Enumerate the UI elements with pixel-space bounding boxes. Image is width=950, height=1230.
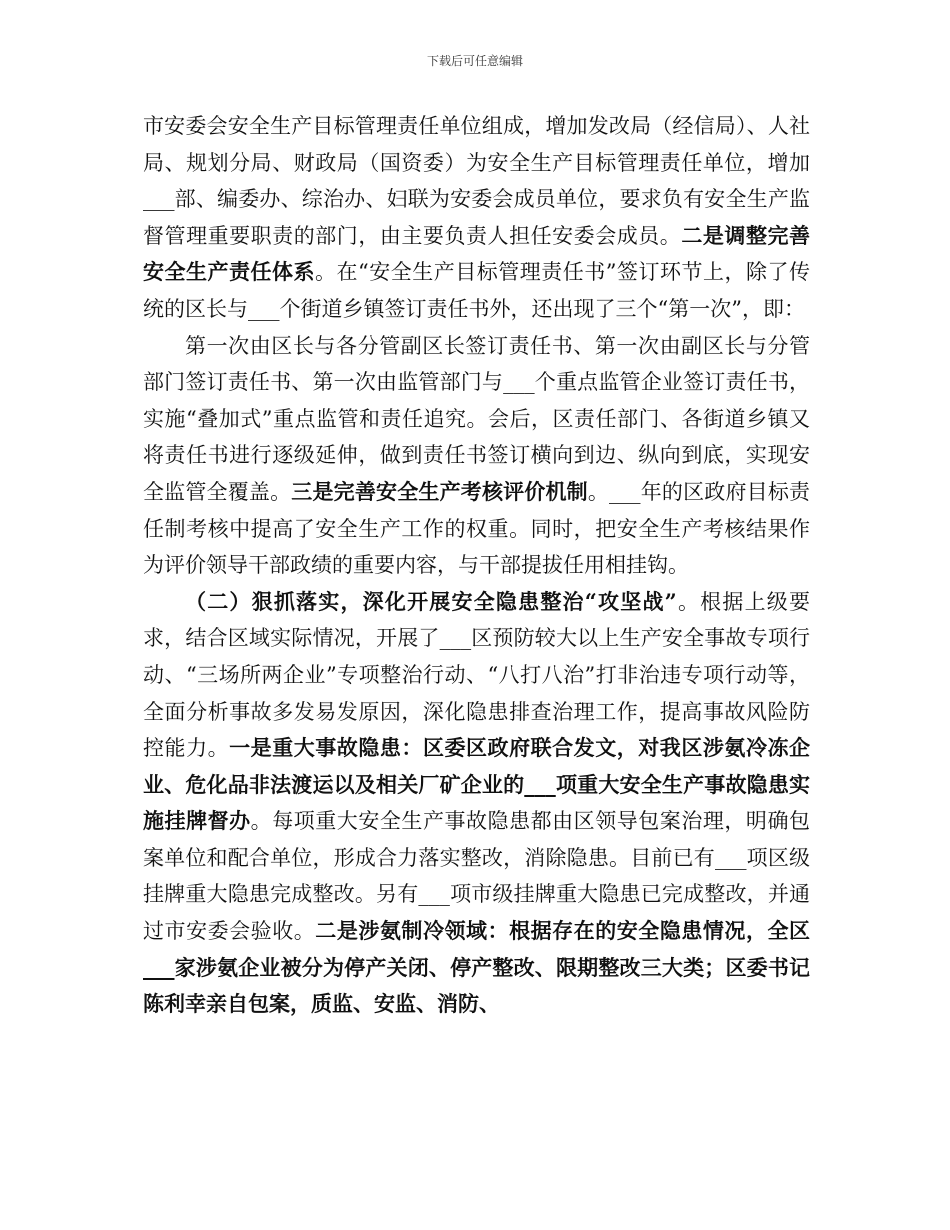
text-run: 。根据上级要求，结合区域实际情况，开展了___区预防较大以上生产安全事故专项行动、“三场所两企业”专项整治行动、“八打八治”打非治违专项行动等，全面分析事故多发易发原因，深化隐患排查治理工作，提高事故风险防控能力。 [143, 589, 810, 761]
text-run: 。每项重大安全生产事故隐患都由区领导包案治理，明确包案单位和配合单位，形成合力落实整改，消除隐患。目前已有___项区级挂牌重大隐患完成整改。另有___项市级挂牌重大隐患已完成整改，并通过市安委会验收。 [143, 809, 811, 944]
text-run: 。在“安全生产目标管理责任书”签订环节上，除了传统的区长与___个街道乡镇签订责任书外，还出现了三个“第一次”，即： [143, 260, 810, 321]
bold-heading-2: 二是调整完善安全生产责任体系 [143, 222, 811, 285]
page-header: 下载后可任意编辑 [426, 54, 523, 68]
text-run: 市安委会安全生产目标管理责任单位组成，增加发改局（经信局）、人社局、规划分局、财政局（国资委）为安全生产目标管理责任单位，增加___部、编委办、综治办、妇联为安委会成员单位，要求负有安全生产监督管理重要职责的部门，由主要负责人担任安委会成员。 [143, 114, 810, 248]
text-run: 第一次由区长与各分管副区长签订责任书、第一次由副区长与分管部门签订责任书、第一次由监管部门与___个重点监管企业签订责任书，实施“叠加式”重点监管和责任追究。会后，区责任部门、各街道乡镇又将责任书进行逐级延伸，做到责任书签订横向到边、纵向到底，实现安全监管全覆盖。 [143, 333, 810, 504]
paragraph-1 [143, 108, 810, 328]
bold-heading-1: 一是重大事故隐患：区委区政府联合发文，对我区涉氨冷冻企业、危化品非法渡运以及相关厂矿企业的___项重大安全生产事故隐患实施挂牌督办 [143, 735, 811, 834]
document-body [143, 108, 810, 1023]
paragraph-3 [143, 584, 810, 1023]
bold-heading-2: 二是涉氨制冷领域：根据存在的安全隐患情况，全区___家涉氨企业被分为停产关闭、停产整改、限期整改三大类；区委书记陈利幸亲自包案，质监、安监、消防、 [143, 918, 811, 1017]
section-heading: （二）狠抓落实，深化开展安全隐患整治“攻坚战” [185, 588, 677, 614]
text-run: 。___年的区政府目标责任制考核中提高了安全生产工作的权重。同时，把安全生产考核结果作为评价领导干部政绩的重要内容，与干部提拔任用相挂钩。 [143, 479, 811, 578]
bold-heading-3: 三是完善安全生产考核评价机制 [291, 478, 588, 504]
paragraph-2 [143, 328, 810, 584]
